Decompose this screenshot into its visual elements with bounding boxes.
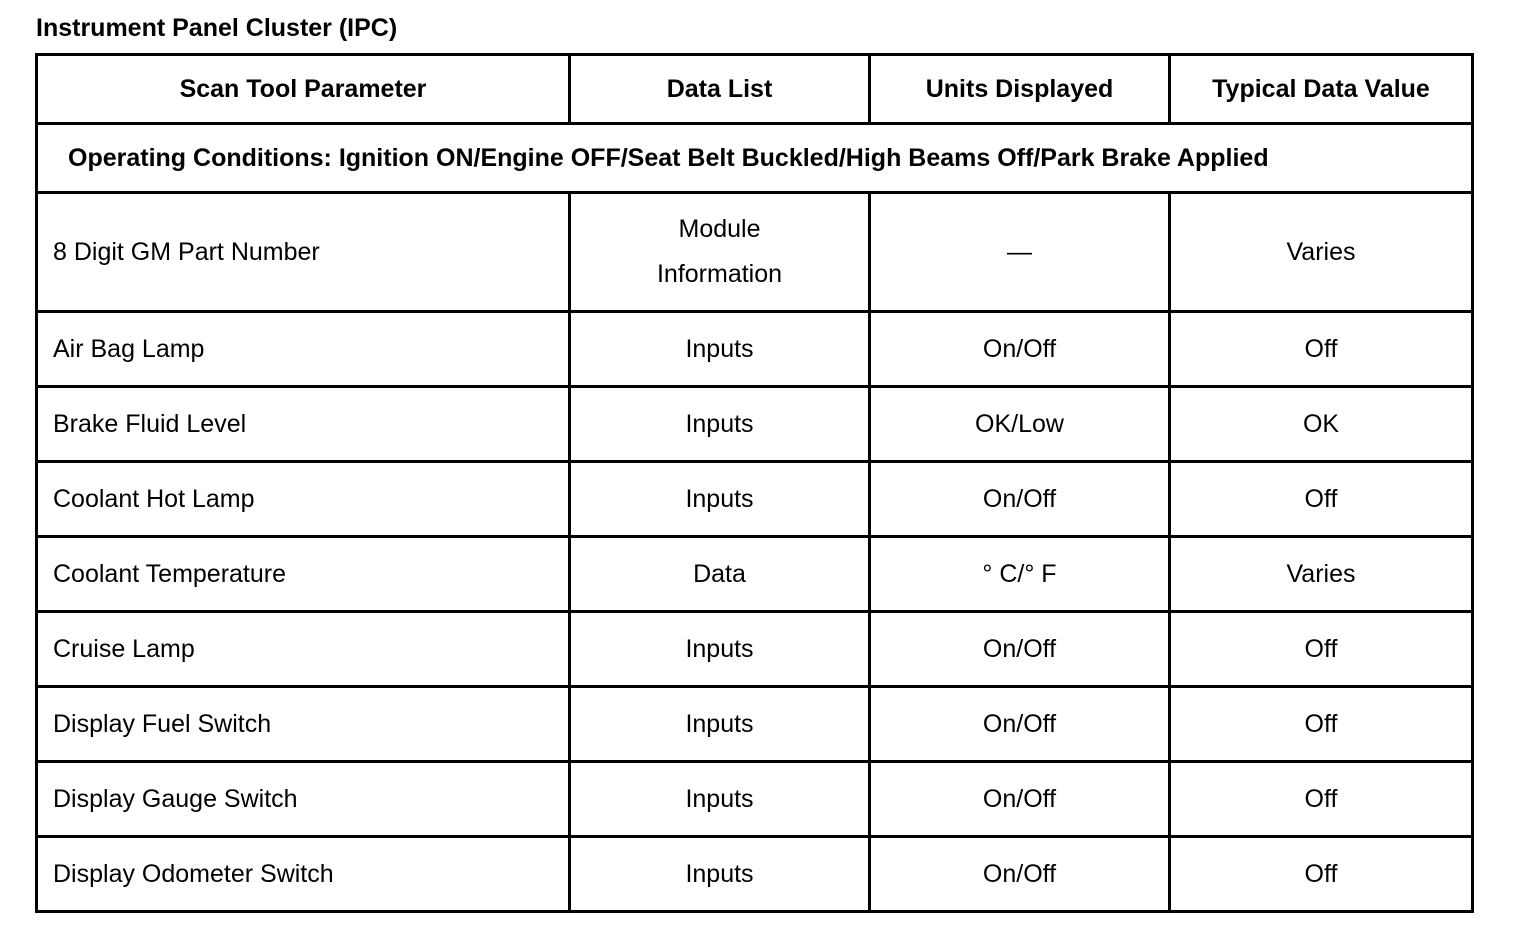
cell-parameter: Coolant Temperature [37,537,570,612]
table-row [37,762,1473,837]
cell-units: On/Off [870,762,1170,837]
cell-parameter: Brake Fluid Level [37,387,570,462]
cell-typical-value: Varies [1170,193,1473,312]
cell-typical-value: Varies [1170,537,1473,612]
cell-typical-value: Off [1170,762,1473,837]
operating-conditions: Operating Conditions: Ignition ON/Engine OFF/Seat Belt Buckled/High Beams Off/Park Brake Applied [37,124,1473,193]
cell-parameter: Air Bag Lamp [37,312,570,387]
table-row [37,612,1473,687]
cell-data-list: Inputs [570,762,870,837]
cell-units: On/Off [870,612,1170,687]
cell-parameter: Coolant Hot Lamp [37,462,570,537]
cell-data-list: Inputs [570,462,870,537]
cell-typical-value: Off [1170,312,1473,387]
header-typical-data-value: Typical Data Value [1170,55,1473,124]
cell-data-list: Inputs [570,312,870,387]
table-row [37,193,1473,312]
cell-data-list: Data [570,537,870,612]
cell-units: On/Off [870,837,1170,912]
cell-parameter: Cruise Lamp [37,612,570,687]
cell-data-list [570,193,870,312]
header-data-list: Data List [570,55,870,124]
cell-parameter: 8 Digit GM Part Number [37,193,570,312]
cell-units: ° C/° F [870,537,1170,612]
table-row [37,462,1473,537]
table-row [37,537,1473,612]
cell-units: On/Off [870,462,1170,537]
cell-units: OK/Low [870,387,1170,462]
cell-parameter: Display Gauge Switch [37,762,570,837]
cell-data-list-text: Module Information [656,215,783,288]
table-row [37,387,1473,462]
cell-typical-value: Off [1170,837,1473,912]
cell-units: On/Off [870,687,1170,762]
cell-units: On/Off [870,312,1170,387]
cell-data-list: Inputs [570,612,870,687]
cell-data-list: Inputs [570,837,870,912]
cell-data-list: Inputs [570,387,870,462]
table-row [37,837,1473,912]
operating-conditions-row [37,124,1473,193]
document-title: Instrument Panel Cluster (IPC) [36,14,398,42]
cell-typical-value: Off [1170,687,1473,762]
header-row [37,55,1473,124]
scan-tool-data-table [35,53,1474,913]
cell-typical-value: Off [1170,612,1473,687]
header-scan-tool-parameter: Scan Tool Parameter [37,55,570,124]
cell-units: — [870,193,1170,312]
cell-typical-value: Off [1170,462,1473,537]
table-row [37,687,1473,762]
table-row [37,312,1473,387]
cell-parameter: Display Fuel Switch [37,687,570,762]
cell-data-list: Inputs [570,687,870,762]
cell-parameter: Display Odometer Switch [37,837,570,912]
cell-typical-value: OK [1170,387,1473,462]
header-units-displayed: Units Displayed [870,55,1170,124]
